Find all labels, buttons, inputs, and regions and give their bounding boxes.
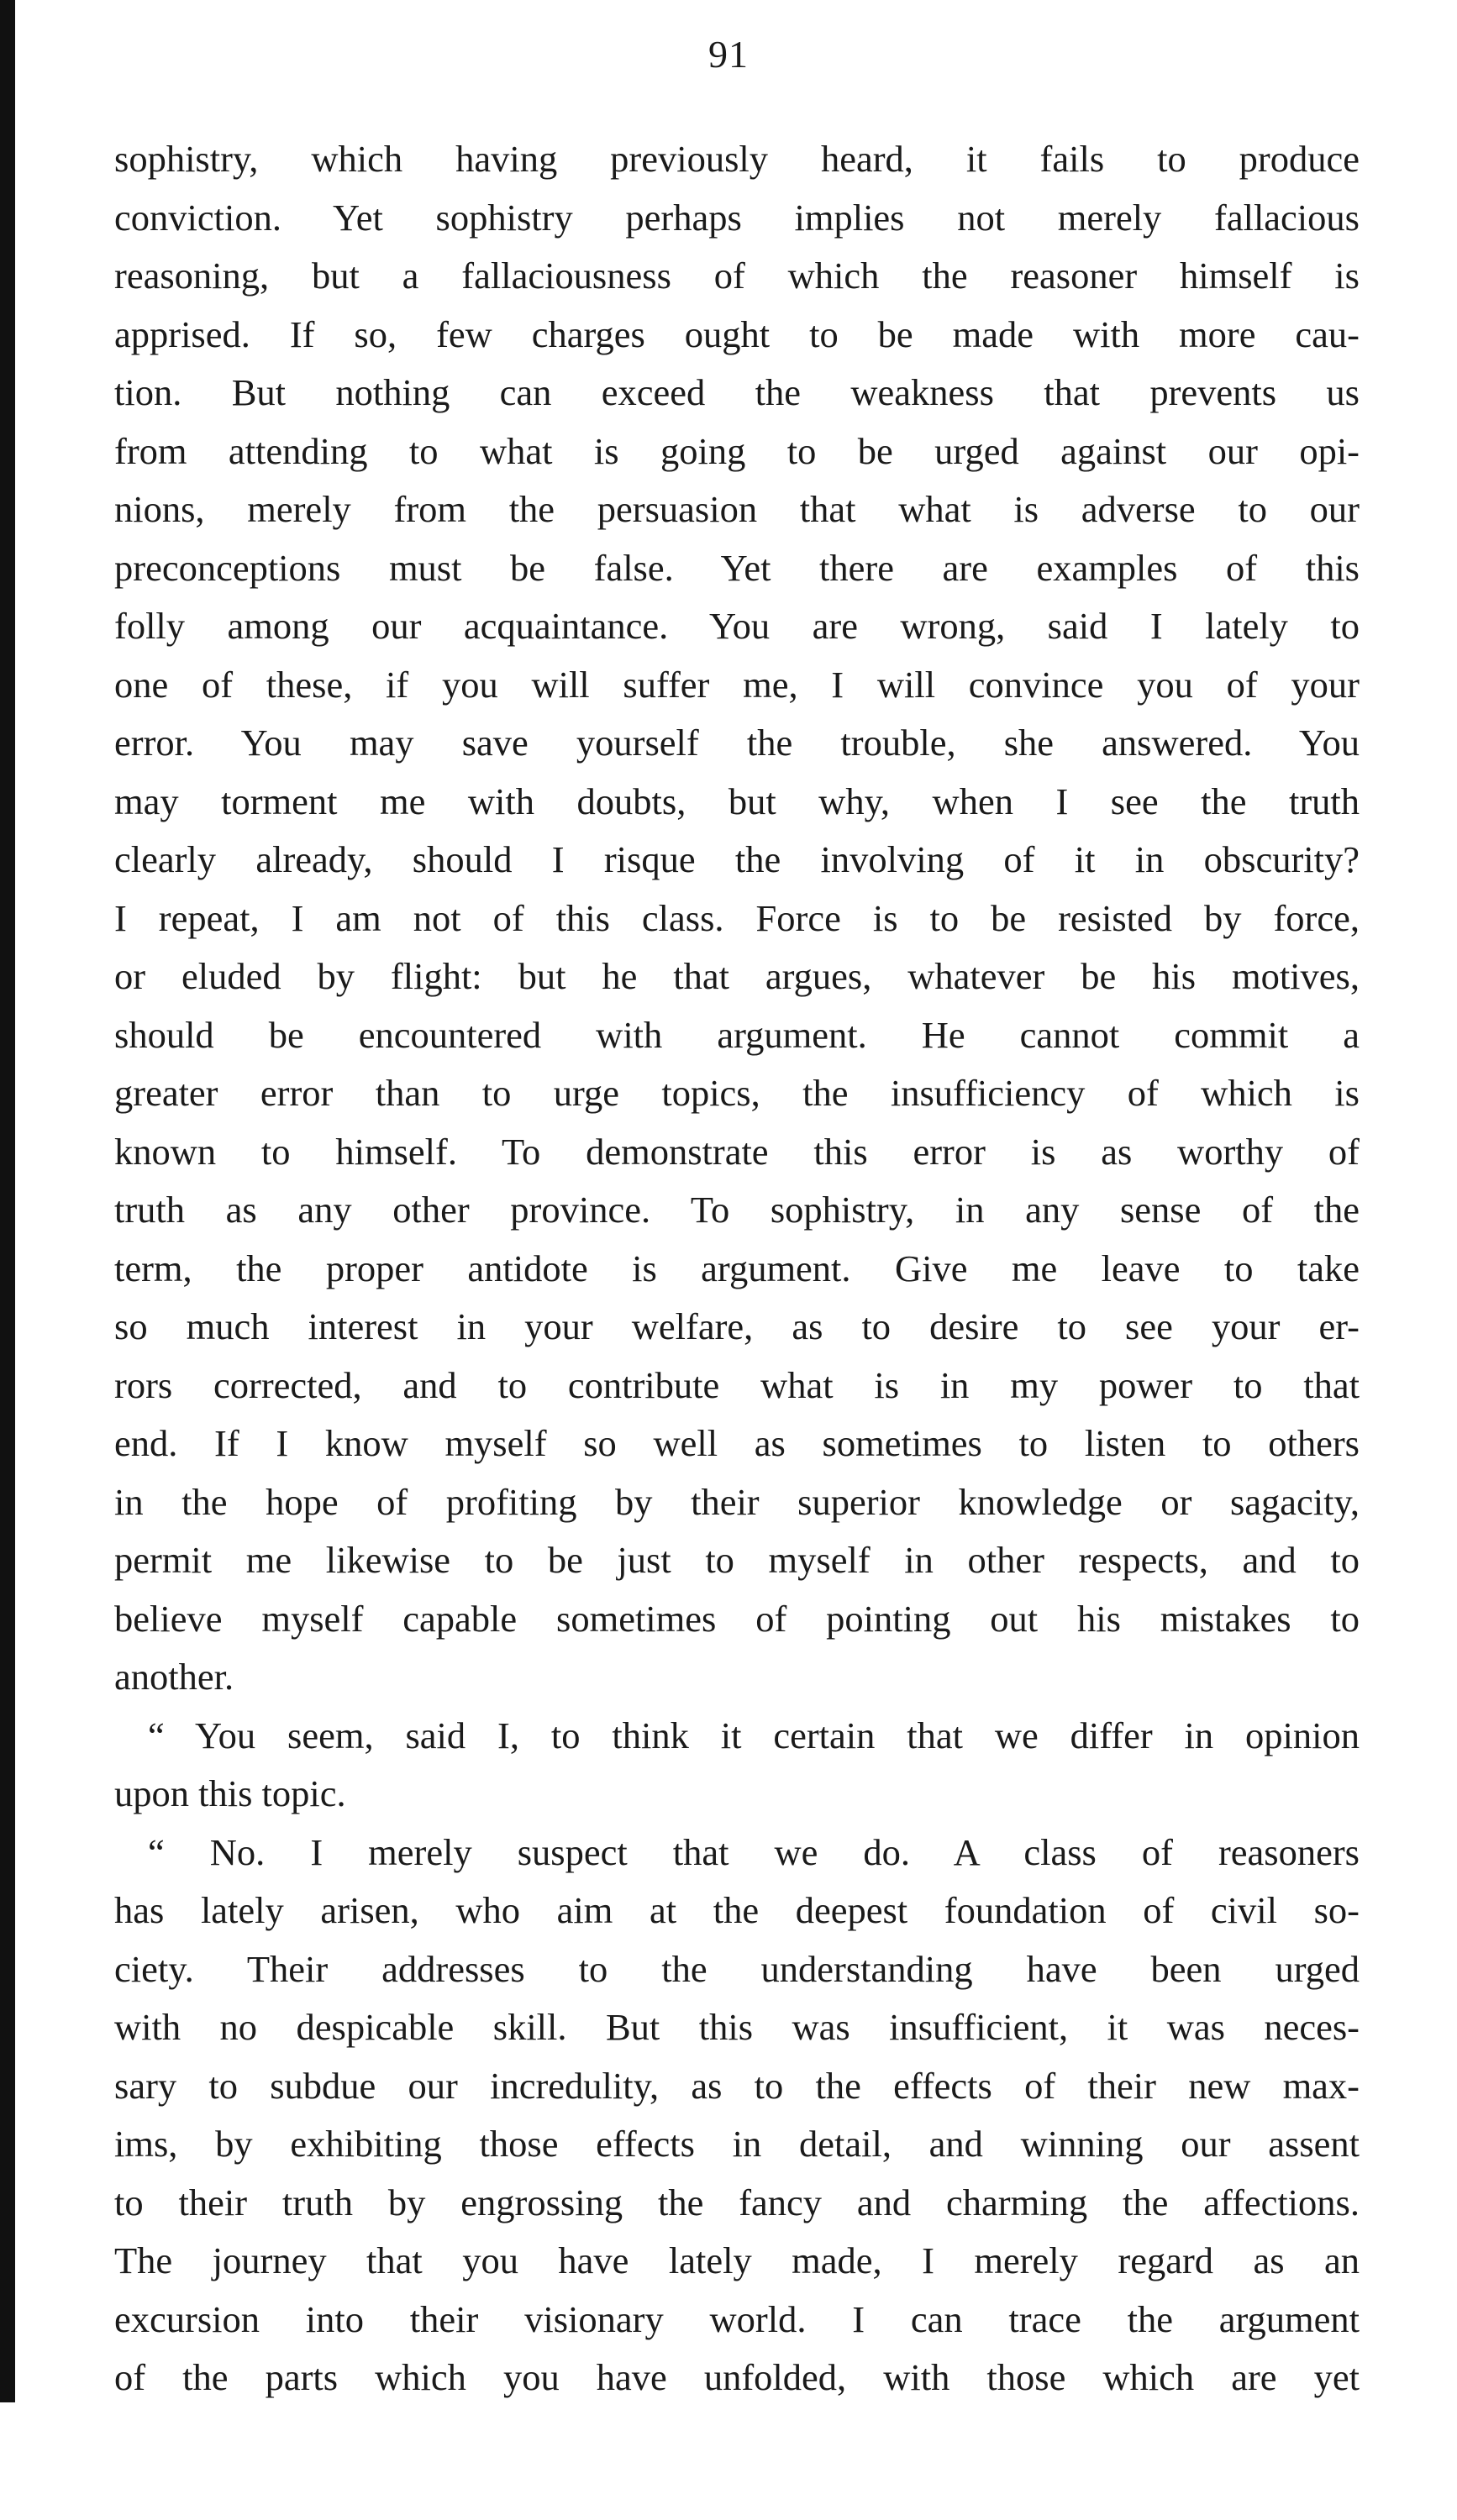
text-line: excursion into their visionary world. I can trace the argument — [114, 2297, 1360, 2340]
text-line: should be encountered with argument. He cannot commit a — [114, 1013, 1360, 1056]
text-line: reasoning, but a fallaciousness of which the reasoner himself is — [114, 255, 1360, 297]
text-line: greater error than to urge topics, the insufficiency of which is — [114, 1072, 1360, 1114]
body-text — [114, 130, 1360, 2407]
text-line: one of these, if you will suffer me, I will convince you of your — [114, 663, 1360, 706]
text-line: end. If I know myself so well as sometimes to listen to others — [114, 1422, 1360, 1464]
text-line: apprised. If so, few charges ought to be made with more cau- — [114, 312, 1360, 355]
text-line: The journey that you have lately made, I merely regard as an — [114, 2239, 1360, 2281]
text-line: I repeat, I am not of this class. Force is to be resisted by force, — [114, 896, 1360, 939]
page-number: 91 — [708, 33, 749, 76]
text-line: clearly already, should I risque the involving of it in obscurity? — [114, 838, 1360, 880]
text-line: to their truth by engrossing the fancy and charming the affections. — [114, 2181, 1360, 2223]
text-line: has lately arisen, who aim at the deepest foundation of civil so- — [114, 1889, 1360, 1931]
text-line: error. You may save yourself the trouble, she answered. You — [114, 722, 1360, 764]
text-line: or eluded by flight: but he that argues, whatever be his motives, — [114, 955, 1360, 997]
text-line: sophistry, which having previously heard, it fails to produce — [114, 138, 1360, 180]
text-line: ims, by exhibiting those effects in detail, and winning our assent — [114, 2123, 1360, 2165]
text-line: preconceptions must be false. Yet there are examples of this — [114, 546, 1360, 589]
text-line: truth as any other province. To sophistry, in any sense of the — [114, 1189, 1360, 1231]
text-line: rors corrected, and to contribute what is in my power to that — [114, 1363, 1360, 1406]
page-binding-edge — [0, 0, 15, 2402]
text-line: permit me likewise to be just to myself in other respects, and to — [114, 1539, 1360, 1581]
text-line: from attending to what is going to be urged against our opi- — [114, 429, 1360, 472]
text-line: with no despicable skill. But this was insufficient, it was neces- — [114, 2006, 1360, 2048]
text-line: in the hope of profiting by their superior knowledge or sagacity, — [114, 1480, 1360, 1523]
paragraph-start-line: “ No. I merely suspect that we do. A class of reasoners — [148, 1830, 1360, 1873]
text-line: may torment me with doubts, but why, when I see the truth — [114, 780, 1360, 822]
text-line: ciety. Their addresses to the understanding have been urged — [114, 1947, 1360, 1990]
text-line: known to himself. To demonstrate this error is as worthy of — [114, 1130, 1360, 1173]
text-line: term, the proper antidote is argument. Give me leave to take — [114, 1247, 1360, 1289]
paragraph-start-line: “ You seem, said I, to think it certain that we differ in opinion — [148, 1714, 1360, 1756]
text-line: so much interest in your welfare, as to desire to see your er- — [114, 1305, 1360, 1347]
text-line: of the parts which you have unfolded, with those which are yet — [114, 2356, 1360, 2398]
text-line: conviction. Yet sophistry perhaps implies not merely fallacious — [114, 196, 1360, 239]
text-line: nions, merely from the persuasion that what is adverse to our — [114, 488, 1360, 530]
text-line: folly among our acquaintance. You are wrong, said I lately to — [114, 605, 1360, 647]
paragraph-end-line: upon this topic. — [114, 1772, 346, 1814]
text-line: believe myself capable sometimes of pointing out his mistakes to — [114, 1597, 1360, 1640]
paragraph-end-line: another. — [114, 1656, 234, 1698]
text-line: sary to subdue our incredulity, as to the effects of their new max- — [114, 2064, 1360, 2107]
text-line: tion. But nothing can exceed the weakness that prevents us — [114, 371, 1360, 413]
